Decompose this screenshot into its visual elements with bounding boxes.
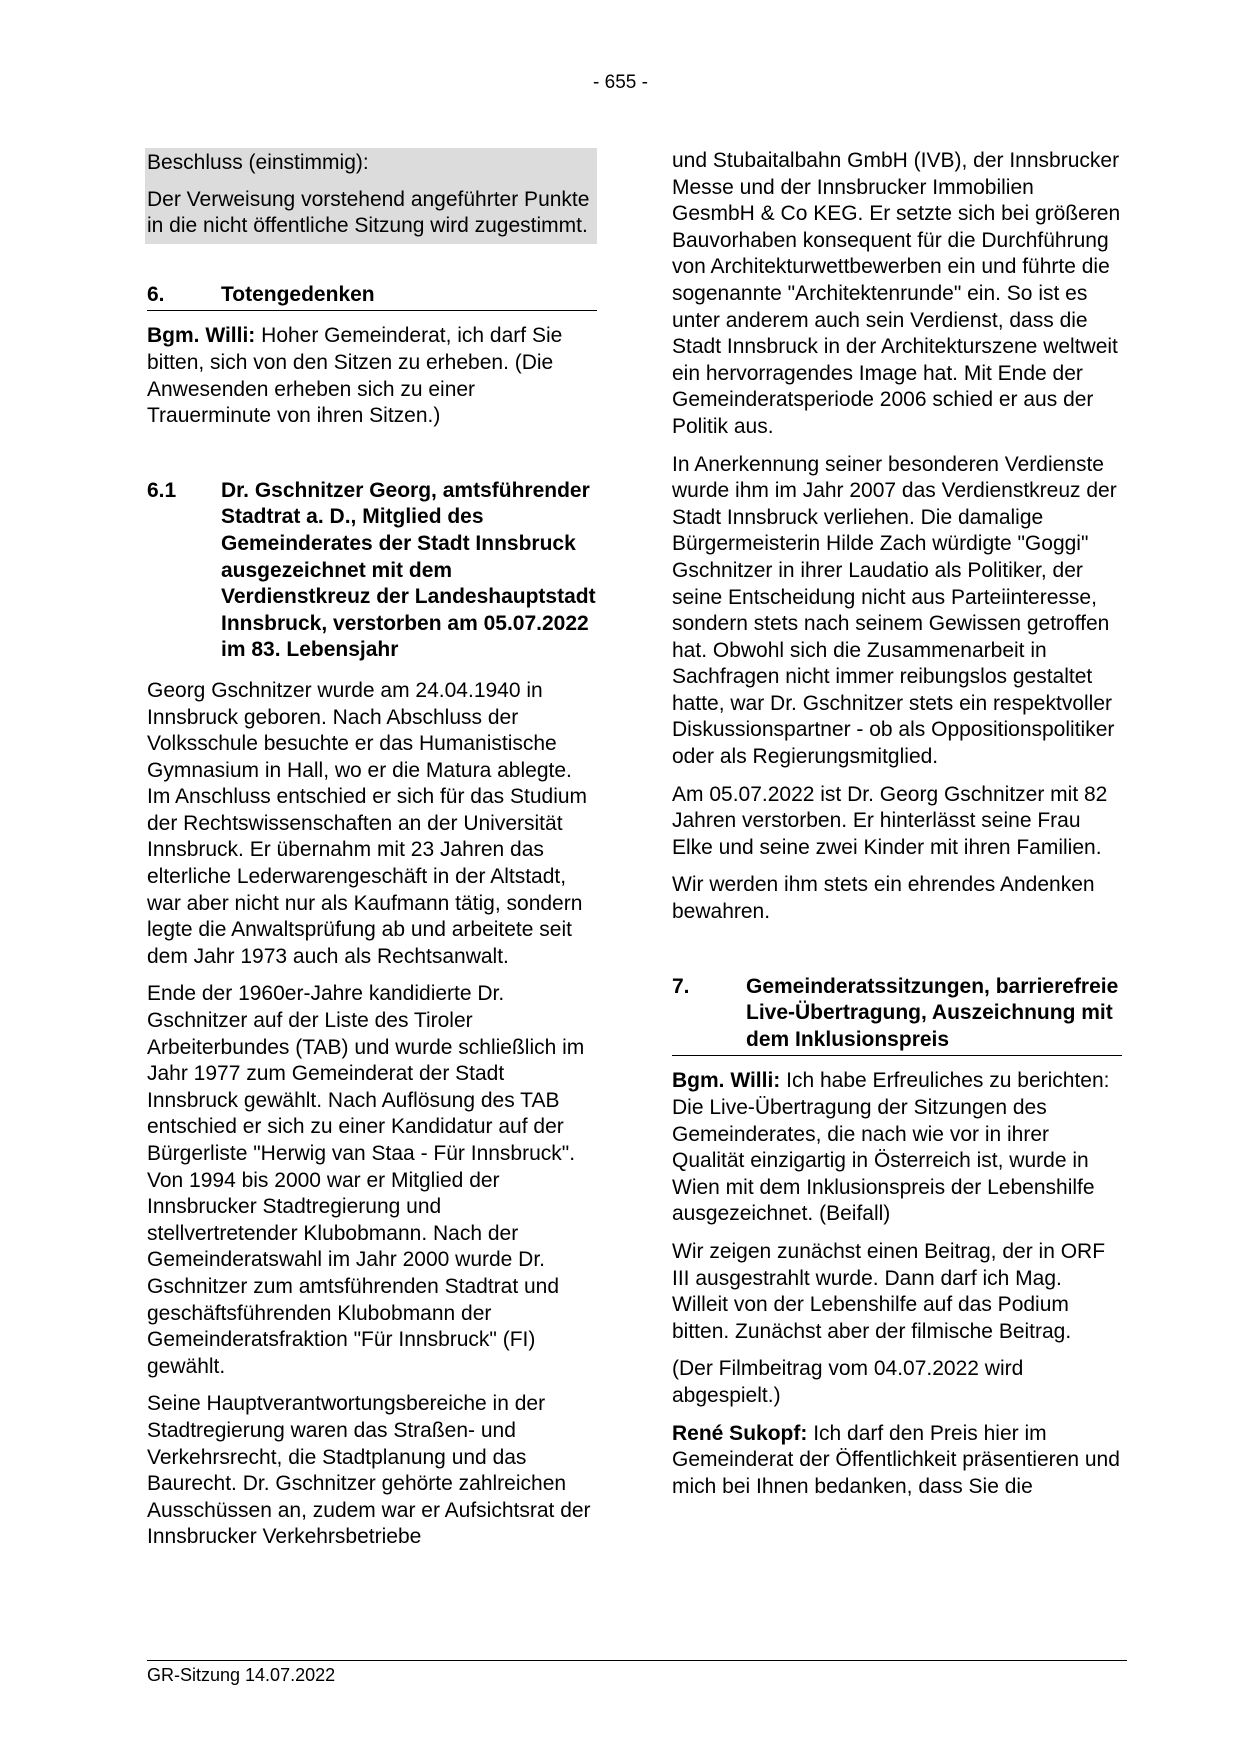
paragraph: Wir werden ihm stets ein ehrendes Andenken bewahren.: [672, 873, 1095, 924]
speech-text: Ich darf den Preis hier im Gemeinderat der Öffentlichkeit präsentieren und mich bei Ihnen bedanken, dass Sie die: [672, 1421, 1120, 1498]
section-7-title: Gemeinderatssitzungen, barrierefreie Live-Übertragung, Auszeichnung mit dem Inklusionspreis: [746, 974, 1119, 1051]
paragraph: Ende der 1960er-Jahre kandidierte Dr. Gschnitzer auf der Liste des Tiroler Arbeiterbundes (TAB) und wurde schließlich im Jahr 1977 zum Gemeinderat der Stadt Innsbruck gewählt. Nach Auflösung des TAB entschied er sich zu einer Kandidatur auf der Bürgerliste "Herwig van Staa - Für Innsbruck". Von 1994 bis 2000 war er Mitglied der Innsbrucker Stadtregierung und stellvertretender Klubobmann. Nach der Gemeinderatswahl im Jahr 2000 wurde Dr. Gschnitzer zum amtsführenden Stadtrat und geschäftsführenden Klubobmann der Gemeinderatsfraktion "Für Innsbruck" (FI) gewählt.: [147, 982, 585, 1378]
speech-text: Hoher Gemeinderat, ich darf Sie bitten, sich von den Sitzen zu erheben. (Die Anwesenden erheben sich zu einer Trauerminute von ihren Sitzen.): [147, 324, 563, 428]
resolution-text: Der Verweisung vorstehend angeführter Punkte in die nicht öffentliche Sitzung wird zugestimmt.: [147, 187, 590, 238]
section-6-number: 6.: [147, 282, 165, 306]
page-number: - 655 -: [593, 72, 648, 93]
left-column: [147, 148, 597, 1562]
section-6-title: Totengedenken: [221, 282, 375, 306]
paragraph: Seine Hauptverantwortungsbereiche in der Stadtregierung waren das Straßen- und Verkehrsrecht, die Stadtplanung und das Baurecht. Dr. Gschnitzer gehörte zahlreichen Ausschüssen an, zudem war er Aufsichtsrat der Innsbrucker Verkehrsbetriebe: [147, 1392, 591, 1549]
paragraph: und Stubaitalbahn GmbH (IVB), der Innsbrucker Messe und der Innsbrucker Immobilien GesmbH & Co KEG. Er setzte sich bei größeren Bauvorhaben konsequent für die Durchführung von Architekturwettbewerben ein und führte die sogenannte "Architektenrunde" ein. So ist es unter anderem auch sein Verdienst, dass die Stadt Innsbruck in der Architekturszene weltweit ein hervorragendes Image hat. Mit Ende der Gemeinderatsperiode 2006 schied er aus der Politik aus.: [672, 149, 1121, 438]
speech-text: Ich habe Erfreuliches zu berichten: Die Live-Übertragung der Sitzungen des Gemeinderates, die nach wie vor in ihrer Qualität einzigartig in Österreich ist, wurde in Wien mit dem Inklusionspreis der Lebenshilfe ausgezeichnet. (Beifall): [672, 1069, 1110, 1226]
section-6-heading: [147, 282, 597, 312]
section-7-number: 7.: [672, 974, 690, 998]
paragraph: In Anerkennung seiner besonderen Verdienste wurde ihm im Jahr 2007 das Verdienstkreuz der Stadt Innsbruck verliehen. Die damalige Bürgermeisterin Hilde Zach würdigte "Goggi" Gschnitzer in ihrer Laudatio als Politiker, der seine Entscheidung nicht aus Parteiinteresse, sondern stets nach seinem Gewissen getroffen hat. Obwohl sich die Zusammenarbeit in Sachfragen nicht immer reibungslos gestaltet hatte, war Dr. Gschnitzer stets ein respektvoller Diskussionspartner - ob als Oppositionspolitiker oder als Regierungsmitglied.: [672, 452, 1117, 769]
section-7-speech: [672, 1068, 1122, 1228]
speaker-name: Bgm. Willi:: [147, 324, 256, 348]
section-6-1-number: 6.1: [147, 478, 177, 502]
paragraph: Wir zeigen zunächst einen Beitrag, der in ORF III ausgestrahlt wurde. Dann darf ich Mag. Willeit von der Lebenshilfe auf das Podium bitten. Zunächst aber der filmische Beitrag.: [672, 1239, 1106, 1343]
speaker-name: René Sukopf:: [672, 1421, 808, 1445]
speaker-name: Bgm. Willi:: [672, 1069, 781, 1093]
section-6-1-title: Dr. Gschnitzer Georg, amtsführender Stadtrat a. D., Mitglied des Gemeinderates der Stadt Innsbruck ausgezeichnet mit dem Verdienstkreuz der Landeshauptstadt Innsbruck, verstorben am 05.07.2022 im 83. Lebensjahr: [221, 478, 596, 662]
right-column: [672, 148, 1122, 1511]
section-7-heading: [672, 974, 1122, 1057]
resolution-box: [145, 148, 597, 244]
section-6-1-heading: [147, 478, 597, 666]
resolution-title: Beschluss (einstimmig):: [147, 151, 369, 174]
paragraph: (Der Filmbeitrag vom 04.07.2022 wird abgespielt.): [672, 1357, 1024, 1407]
sukopf-speech: [672, 1421, 1122, 1501]
paragraph: Georg Gschnitzer wurde am 24.04.1940 in Innsbruck geboren. Nach Abschluss der Volksschule besuchte er das Humanistische Gymnasium in Hall, wo er die Matura ablegte. Im Anschluss entschied er sich für das Studium der Rechtswissenschaften an der Universität Innsbruck. Er übernahm mit 23 Jahren das elterliche Lederwarengeschäft in der Altstadt, war aber nicht nur als Kaufmann tätig, sondern legte die Anwaltsprüfung ab und arbeitete seit dem Jahr 1973 auch als Rechtsanwalt.: [147, 678, 588, 968]
paragraph: Am 05.07.2022 ist Dr. Georg Gschnitzer mit 82 Jahren verstorben. Er hinterlässt seine Frau Elke und seine zwei Kinder mit ihren Familien.: [672, 782, 1108, 859]
section-6-speech: [147, 323, 597, 429]
page-footer: GR-Sitzung 14.07.2022: [147, 1660, 1127, 1686]
